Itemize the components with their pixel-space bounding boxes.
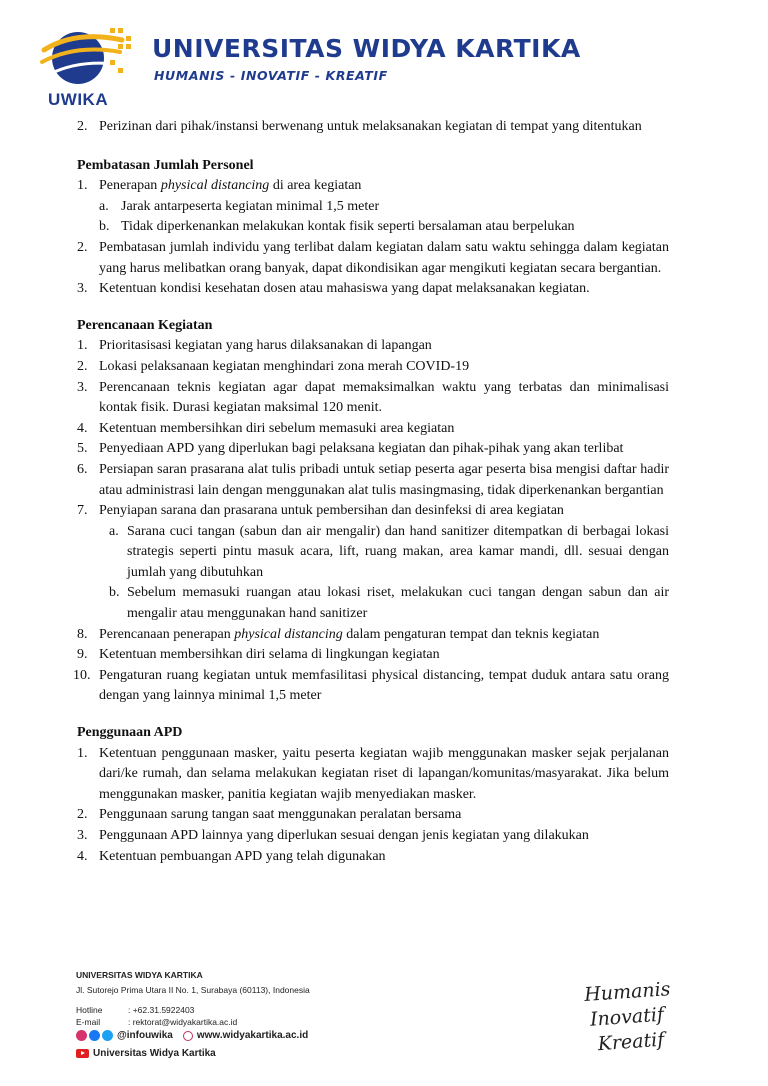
sub-list-item: a. Sarana cuci tangan (sabun dan air mengalir) dan hand sanitizer ditempatkan di berbagai lokasi strategis seperti pintu masuk acara, lift, ruang makan, area kamar mandi, dll. sesuai dengan jumlah yang dibutuhkan xyxy=(109,523,669,580)
instagram-icon xyxy=(76,1030,87,1041)
list-item: 3. Perencanaan teknis kegiatan agar dapat memaksimalkan waktu yang terbatas dan minimalisasi kontak fisik. Durasi kegiatan maksimal 120 menit. xyxy=(77,379,669,416)
list-item: 1. Ketentuan penggunaan masker, yaitu peserta kegiatan wajib menggunakan masker sejak perjalanan dari/ke rumah, dan selama melakukan kegiatan riset di lapangan/komunitas/masyarakat. Jika belum menggunakan masker, panitia kegiatan wajib menyediakan masker. xyxy=(77,745,669,802)
sub-list-item: b. Tidak diperkenankan melakukan kontak fisik seperti bersalaman atau berpelukan xyxy=(99,219,575,235)
footer-university-name: UNIVERSITAS WIDYA KARTIKA xyxy=(76,970,203,980)
section-perencanaan xyxy=(73,316,669,707)
intro-section xyxy=(77,117,669,138)
list-item: 9. Ketentuan membersihkan diri selama di lingkungan kegiatan xyxy=(77,647,440,663)
list-item: 1. Prioritasisasi kegiatan yang harus dilaksanakan di lapangan xyxy=(77,338,432,354)
university-name: UNIVERSITAS WIDYA KARTIKA xyxy=(152,34,581,63)
section-apd xyxy=(77,723,669,867)
footer-social-row xyxy=(76,1030,308,1041)
twitter-icon xyxy=(102,1030,113,1041)
globe-logo-icon xyxy=(36,20,146,92)
university-tagline: HUMANIS - INOVATIF - KREATIF xyxy=(154,68,388,83)
university-logo xyxy=(36,20,146,110)
tagline-signature: Humanis Inovatif Kreatif xyxy=(583,978,672,1056)
footer-address: Jl. Sutorejo Prima Utara II No. 1, Surabaya (60113), Indonesia xyxy=(76,985,310,995)
logo-abbreviation: UWIKA xyxy=(48,90,109,109)
list-item: 1. Penerapan physical distancing di area kegiatan a. Jarak antarpeserta kegiatan minimal 1,5 meter b. Tidak diperkenankan melakukan kontak fisik seperti bersalaman atau berpelukan xyxy=(77,176,669,238)
footer-hotline: Hotline : +62.31.5922403 xyxy=(76,1005,195,1015)
website-link[interactable]: www.widyakartika.ac.id xyxy=(196,1030,309,1041)
youtube-channel[interactable]: Universitas Widya Kartika xyxy=(93,1048,216,1059)
list-item: 2. Lokasi pelaksanaan kegiatan menghindari zona merah COVID-19 xyxy=(77,358,470,374)
facebook-icon xyxy=(89,1030,100,1041)
letterhead xyxy=(0,0,768,112)
globe-icon xyxy=(183,1031,193,1041)
list-item: 6. Persiapan saran prasarana alat tulis pribadi untuk setiap peserta agar peserta bisa mengisi daftar hadir atau administrasi lain dengan menggunakan alat tulis masingmasing, tidak diperkenankan bergantian xyxy=(77,461,669,498)
list-item: 5. Penyediaan APD yang diperlukan bagi pelaksana kegiatan dan pihak-pihak yang akan terlibat xyxy=(77,441,624,457)
list-item: 10. Pengaturan ruang kegiatan untuk memfasilitasi physical distancing, tempat duduk antara satu orang dengan yang lainnya minimal 1,5 meter xyxy=(73,667,669,704)
list-item: 2. Perizinan dari pihak/instansi berwenang untuk melaksanakan kegiatan di tempat yang ditentukan xyxy=(77,119,642,134)
section-title: Penggunaan APD xyxy=(77,725,183,741)
list-item: 8. Perencanaan penerapan physical distancing dalam pengaturan tempat dan teknis kegiatan xyxy=(77,626,600,642)
letterhead-footer xyxy=(76,968,696,1086)
list-item: 4. Ketentuan pembuangan APD yang telah digunakan xyxy=(77,848,386,864)
list-item: 3. Penggunaan APD lainnya yang diperlukan sesuai dengan jenis kegiatan yang dilakukan xyxy=(77,828,589,843)
list-item: 4. Ketentuan membersihkan diri sebelum memasuki area kegiatan xyxy=(77,420,455,436)
section-title: Perencanaan Kegiatan xyxy=(77,317,213,333)
footer-youtube-row xyxy=(76,1048,216,1059)
list-item: 2. Penggunaan sarung tangan saat menggunakan peralatan bersama xyxy=(77,807,462,823)
section-title: Pembatasan Jumlah Personel xyxy=(77,157,254,173)
list-item: 3. Ketentuan kondisi kesehatan dosen atau mahasiswa yang dapat melaksanakan kegiatan. xyxy=(77,281,590,297)
list-item: 2. Pembatasan jumlah individu yang terlibat dalam kegiatan dalam satu waktu sehingga dalam kegiatan yang harus melibatkan orang banyak, dapat dikondisikan agar mengikuti kegiatan secara bergantian. xyxy=(77,239,669,276)
sub-list-item: b. Sebelum memasuki ruangan atau lokasi riset, melakukan cuci tangan dengan sabun dan air mengalir atau menggunakan hand sanitizer xyxy=(109,585,669,622)
document-body xyxy=(73,117,669,883)
footer-email: E-mail : rektorat@widyakartika.ac.id xyxy=(76,1017,238,1027)
section-personel xyxy=(77,156,669,300)
sub-list-item: a. Jarak antarpeserta kegiatan minimal 1,5 meter xyxy=(99,198,380,214)
youtube-icon xyxy=(76,1049,89,1058)
list-item: 7. Penyiapan sarana dan prasarana untuk pembersihan dan desinfeksi di area kegiatan a. Sarana cuci tangan (sabun dan air mengalir) dan hand sanitizer ditempatkan di berbagai lokasi strategis seperti pintu masuk acara, lift, ruang makan, area kamar mandi, dll. sesuai dengan jumlah yang dibutuhkan b. Sebelum memasuki ruangan atau lokasi riset, melakukan cuci tangan dengan sabun dan air mengalir atau menggunakan hand sanitizer xyxy=(77,501,669,625)
social-handle[interactable]: @infouwika xyxy=(117,1030,173,1041)
